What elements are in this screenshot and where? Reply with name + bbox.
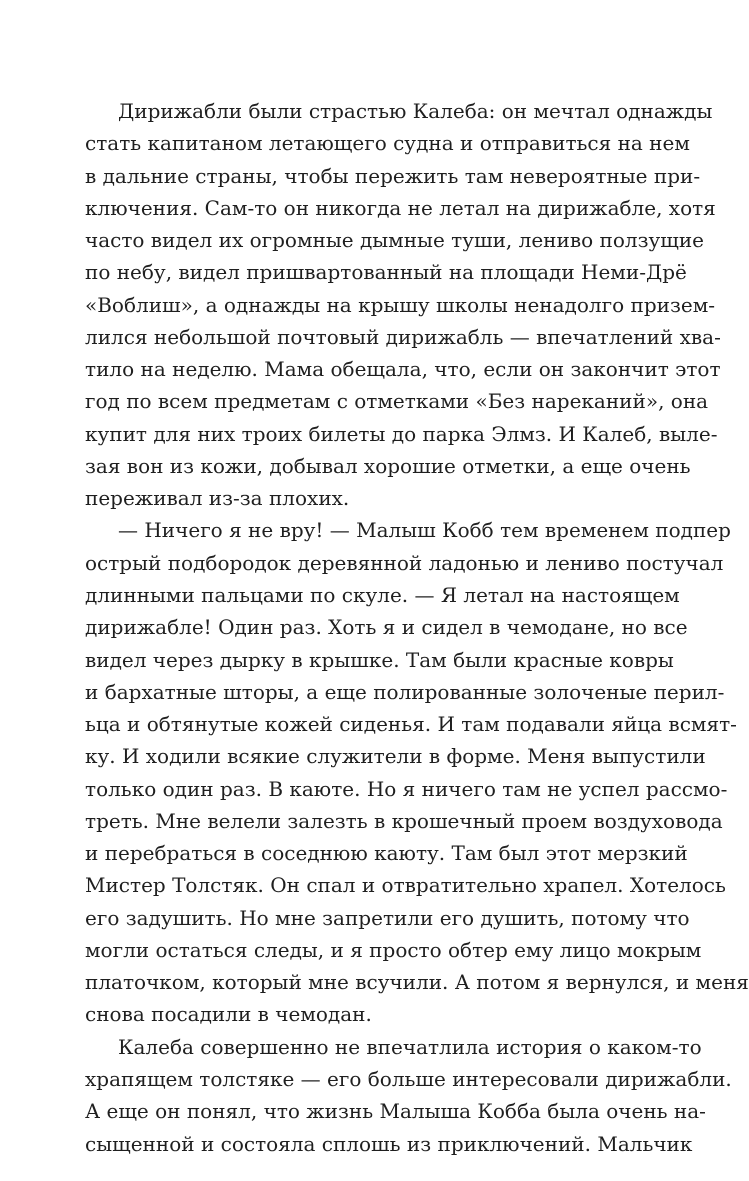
text-line: тило на неделю. Мама обещала, что, если он закончит этот (85, 357, 721, 382)
text-line: стать капитаном летающего судна и отправиться на нем (85, 131, 690, 156)
text-line: его задушить. Но мне запретили его душить, потому что (85, 905, 690, 930)
text-line: в дальние страны, чтобы пережить там невероятные при- (85, 163, 701, 188)
text-line: А еще он понял, что жизнь Малыша Кобба была очень на- (85, 1099, 706, 1124)
text-line: купит для них троих билеты до парка Элмз. И Калеб, выле- (85, 421, 718, 446)
text-line: переживал из-за плохих. (85, 486, 350, 511)
text-line: только один раз. В каюте. Но я ничего там не успел рассмо- (85, 776, 728, 801)
paragraph-2 (85, 514, 749, 1030)
text-line: треть. Мне велели залезть в крошечный проем воздуховода (85, 808, 723, 833)
text-line: и перебраться в соседнюю каюту. Там был этот мерзкий (85, 841, 688, 866)
text-line: дирижабле! Один раз. Хоть я и сидел в чемодане, но все (85, 615, 688, 640)
text-line: ку. И ходили всякие служители в форме. Меня выпустили (85, 744, 706, 769)
text-line: храпящем толстяке — его больше интересовали дирижабли. (85, 1066, 732, 1091)
paragraph-3 (85, 1031, 732, 1160)
paragraph-1 (85, 95, 721, 514)
text-line: год по всем предметам с отметками «Без нареканий», она (85, 389, 709, 414)
text-line: ьца и обтянутые кожей сиденья. И там подавали яйца всмят- (85, 712, 737, 737)
text-line: ключения. Сам-то он никогда не летал на дирижабле, хотя (85, 195, 716, 220)
text-line: зая вон из кожи, добывал хорошие отметки, а еще очень (85, 453, 691, 478)
text-line: острый подбородок деревянной ладонью и лениво постучал (85, 550, 724, 575)
text-line: и бархатные шторы, а еще полированные золоченые перил- (85, 679, 725, 704)
book-page (85, 95, 749, 1160)
text-line: по небу, видел пришвартованный на площади Неми-Дрё (85, 260, 687, 285)
text-line: длинными пальцами по скуле. — Я летал на настоящем (85, 582, 680, 607)
text-line: «Воблиш», а однажды на крышу школы ненадолго призем- (85, 292, 716, 317)
text-line: Дирижабли были страстью Калеба: он мечтал однажды (118, 99, 713, 123)
text-line: могли остаться следы, и я просто обтер ему лицо мокрым (85, 937, 702, 962)
text-line: сыщенной и состояла сплошь из приключений. Мальчик (85, 1131, 693, 1156)
text-line: лился небольшой почтовый дирижабль — впечатлений хва- (85, 324, 721, 349)
text-line: видел через дырку в крышке. Там были красные ковры (85, 647, 674, 672)
text-line: платочком, который мне всучили. А потом я вернулся, и меня (85, 970, 749, 995)
text-line: часто видел их огромные дымные туши, лениво ползущие (85, 228, 705, 253)
text-line: Калеба совершенно не впечатлила история о каком-то (118, 1034, 702, 1059)
text-line: Мистер Толстяк. Он спал и отвратительно храпел. Хотелось (85, 873, 726, 898)
text-line: — Ничего я не вру! — Малыш Кобб тем временем подпер (118, 518, 731, 543)
text-line: снова посадили в чемодан. (85, 1002, 372, 1027)
